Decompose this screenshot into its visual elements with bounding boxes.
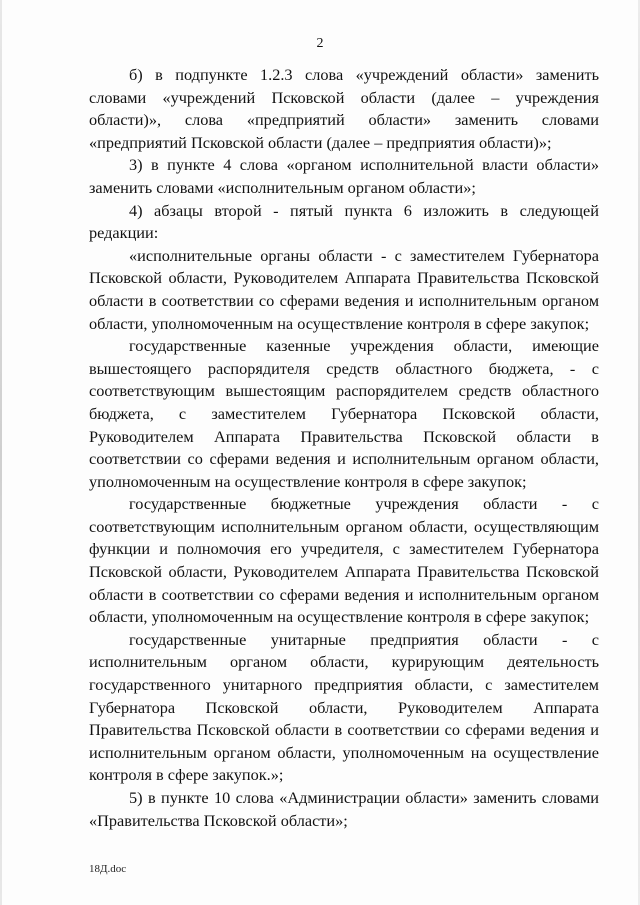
paragraph-3: 4) абзацы второй - пятый пункта 6 изложить в следующей редакции: bbox=[89, 200, 599, 243]
paragraph-6: государственные бюджетные учреждения области - с соответствующим исполнительным органом области, осуществляющим функции и полномочия его учредителя, с заместителем Губернатора Псковской области, Руководителем Аппарата Правительства Псковской области в соответствии со сферами ведения и исполнительным органом области, уполномоченным на осуществление контроля в сфере закупок; bbox=[89, 494, 599, 627]
paragraph-7: государственные унитарные предприятия области - с исполнительным органом области, курирующим деятельность государственного унитарного предприятия области, с заместителем Губернатора Псковской области, Руководителем Аппарата Правительства Псковской области в соответствии со сферами ведения и исполнительным органом области, уполномоченным на осуществление контроля в сфере закупок.»; bbox=[89, 629, 599, 785]
footer-filename: 18Д.doc bbox=[89, 863, 127, 875]
paragraph-4: «исполнительные органы области - с заместителем Губернатора Псковской области, Руководителем Аппарата Правительства Псковской области в соответствии со сферами ведения и исполнительным органом области, уполномоченным на осуществление контроля в сфере закупок; bbox=[89, 245, 599, 333]
paragraph-2: 3) в пункте 4 слова «органом исполнительной власти области» заменить словами «исполнительным органом области»; bbox=[89, 155, 599, 197]
scan-edge-left bbox=[0, 0, 2, 905]
paragraph-8: 5) в пункте 10 слова «Администрации области» заменить словами «Правительства Псковской области»; bbox=[89, 788, 599, 830]
page-number: 2 bbox=[316, 36, 324, 51]
document-body bbox=[89, 64, 599, 832]
paragraph-5: государственные казенные учреждения области, имеющие вышестоящего распорядителя средств областного бюджета, - с соответствующим вышестоящим распорядителем средств областного бюджета, с заместителем Губернатора Псковской области, Руководителем Аппарата Правительства Псковской области в соответствии со сферами ведения и исполнительным органом области, уполномоченным на осуществление контроля в сфере закупок; bbox=[89, 336, 599, 491]
paragraph-1: б) в подпункте 1.2.3 слова «учреждений области» заменить словами «учреждений Псковской области (далее – учреждения области)», слова «предприятий области» заменить словами «предприятий Псковской области (далее – предприятия области)»; bbox=[89, 65, 599, 152]
